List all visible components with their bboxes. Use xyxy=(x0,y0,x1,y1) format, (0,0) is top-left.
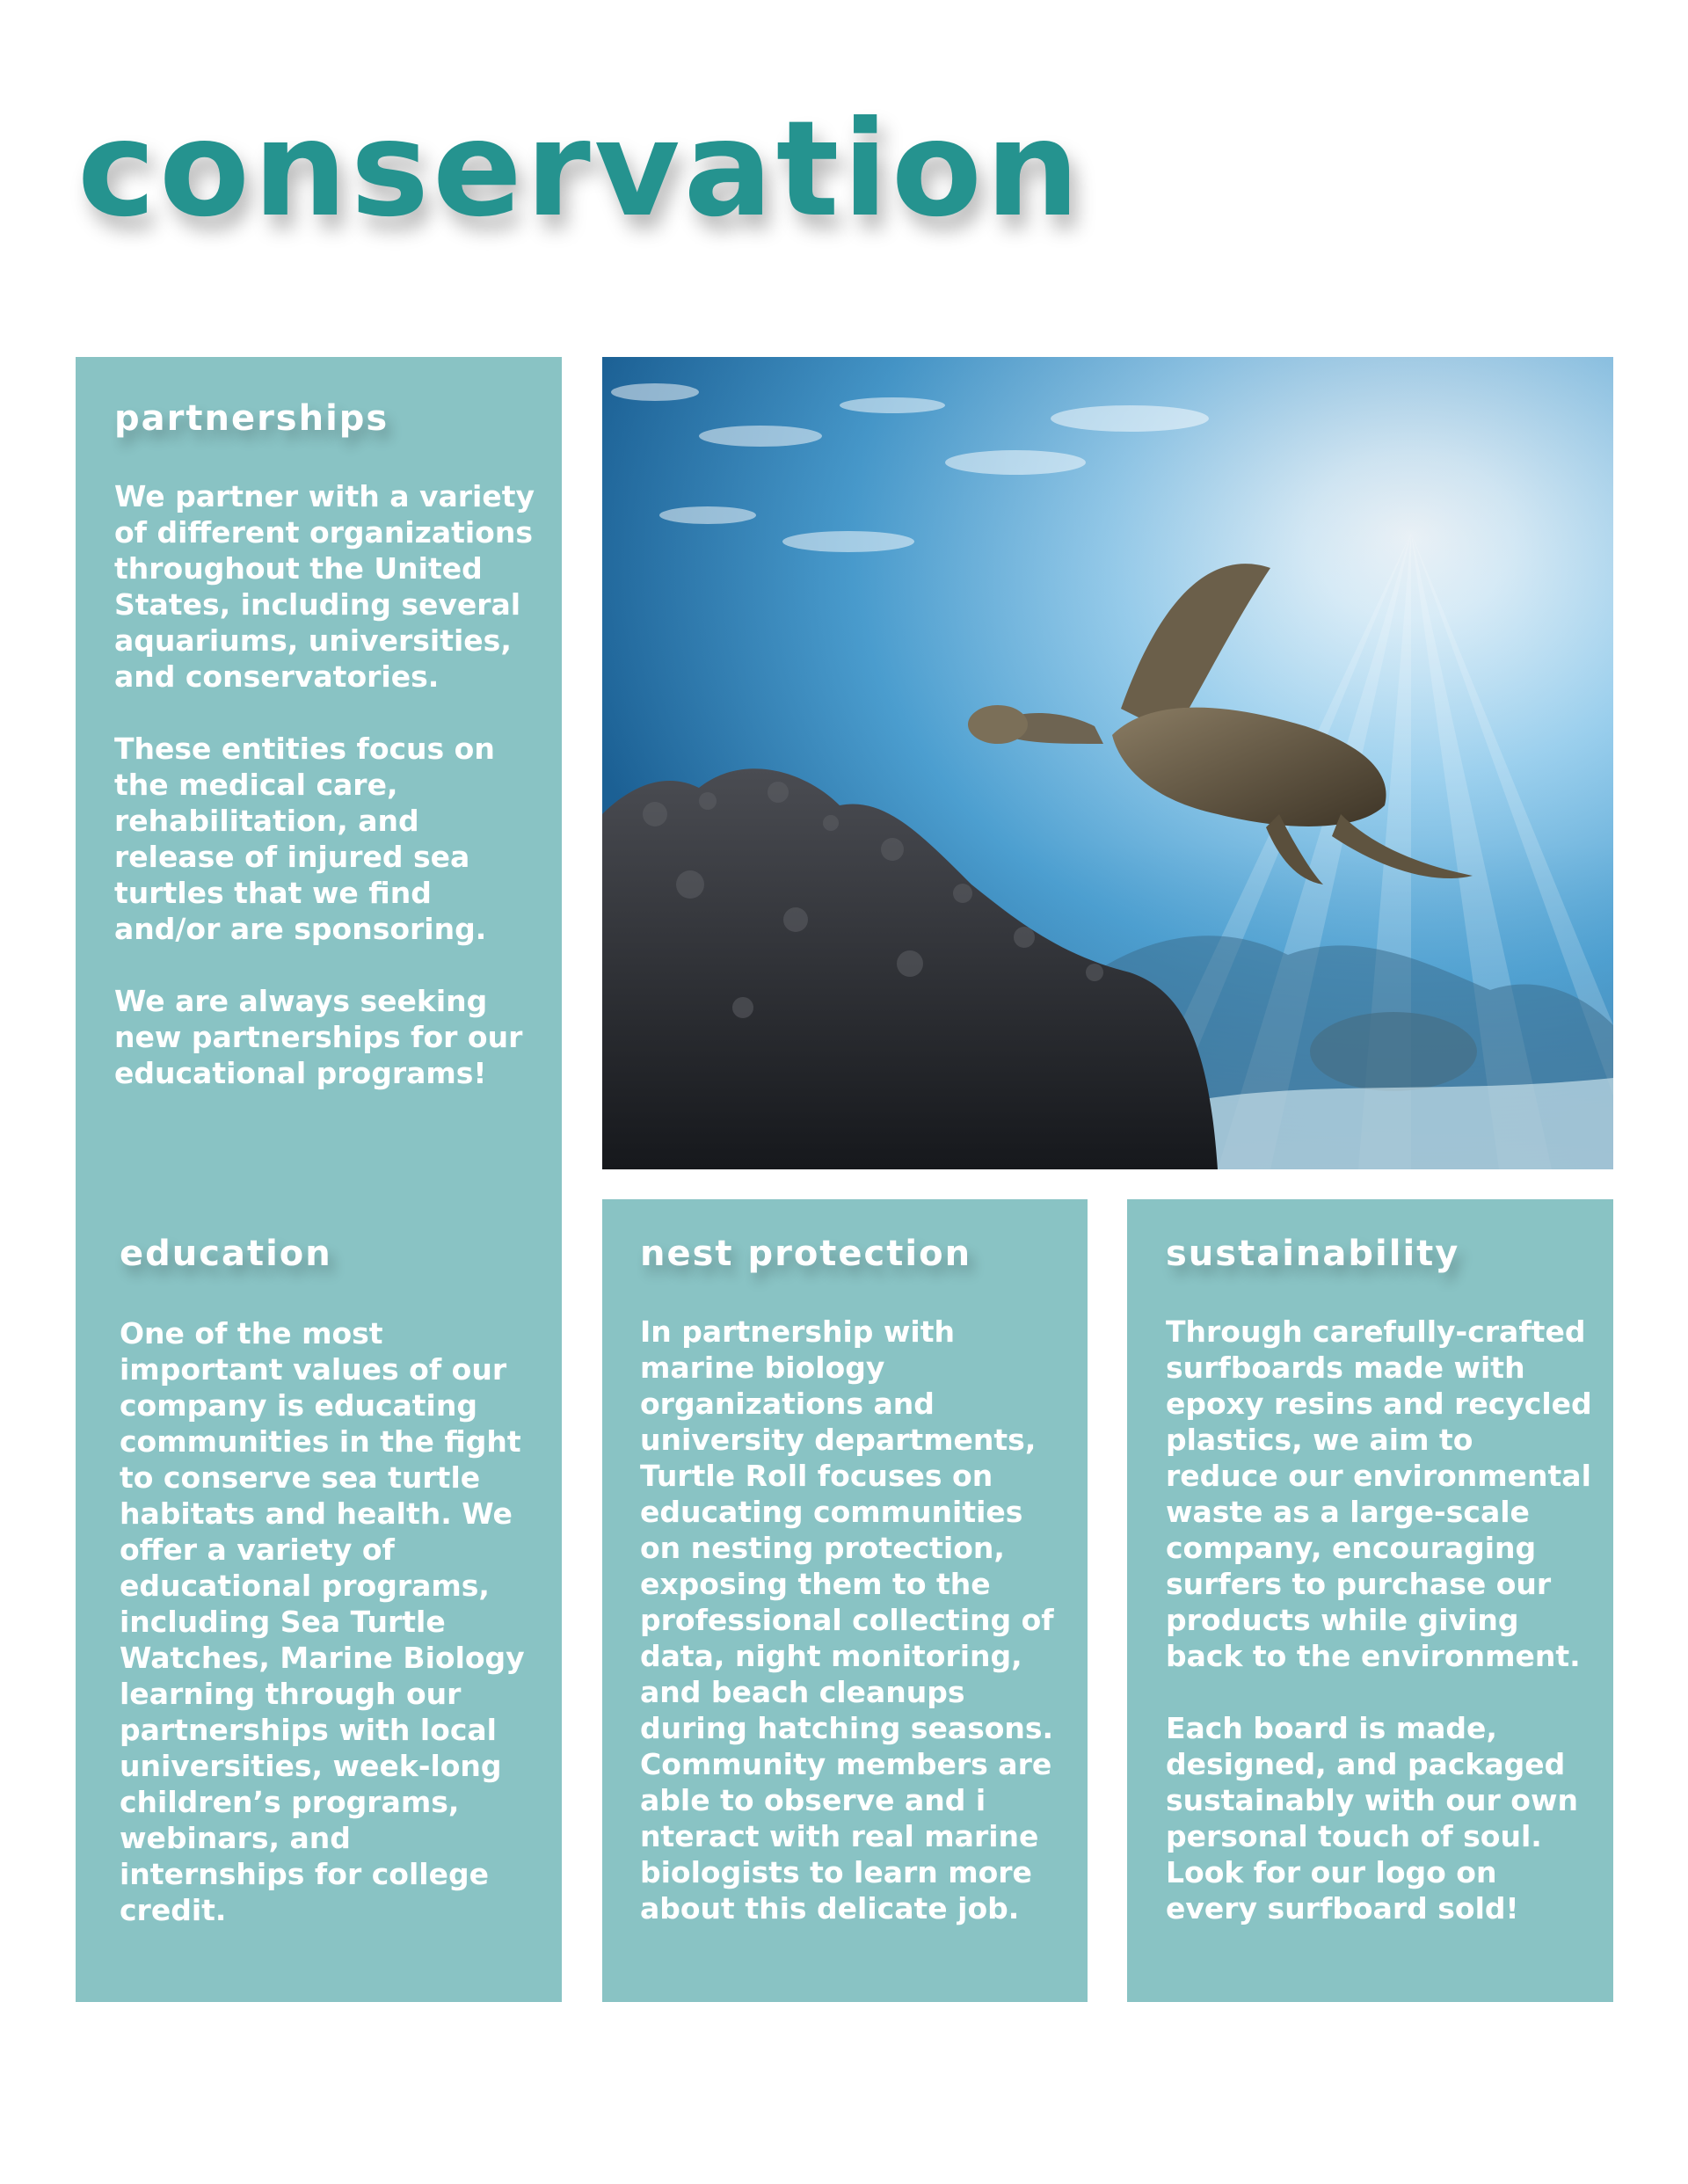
nest-protection-paragraph: In partnership with marine biology organizations and university departments, Turtle Roll focuses on educating communities on nesting protection, exposing them to the professional collecting of data, night monitoring, and beach cleanups during hatching seasons. Community members are able to observe and i nteract with real marine biologists to learn more about this delicate job. xyxy=(640,1314,1054,1926)
page-title: conservation xyxy=(77,93,1083,246)
partnerships-education-panel xyxy=(76,357,562,2002)
partnerships-body xyxy=(114,478,536,1091)
education-paragraph: One of the most important values of our company is educating communities in the fight to conserve sea turtle habitats and health. We offer a variety of educational programs, including Sea Turtle Watches, Marine Biology learning through our partnerships with local universities, week-long children’s programs, webinars, and internships for college credit. xyxy=(120,1316,525,1927)
sea-turtle-photo xyxy=(602,357,1613,1169)
nest-protection-body xyxy=(640,1314,1066,1926)
sea-turtle-photo-icon xyxy=(602,357,1613,1169)
sustainability-paragraph: Through carefully-crafted surfboards made with epoxy resins and recycled plastics, we aim to reduce our environmental waste as a large-scale company, encouraging surfers to purchase our products while giving back to the environment. xyxy=(1166,1314,1592,1673)
sustainability-heading: sustainability xyxy=(1166,1234,1460,1274)
education-body xyxy=(120,1315,540,1928)
education-heading: education xyxy=(120,1234,332,1274)
partnerships-paragraph: We are always seeking new partnerships for our educational programs! xyxy=(114,984,523,1090)
sustainability-paragraph: Each board is made, designed, and packaged sustainably with our own personal touch of soul. Look for our logo on every surfboard sold! xyxy=(1166,1711,1578,1926)
sustainability-panel xyxy=(1127,1199,1613,2002)
nest-protection-heading: nest protection xyxy=(640,1234,972,1274)
partnerships-paragraph: These entities focus on the medical care, rehabilitation, and release of injured sea turtles that we find and/or are sponsoring. xyxy=(114,732,495,946)
partnerships-heading: partnerships xyxy=(114,398,389,439)
nest-protection-panel xyxy=(602,1199,1088,2002)
partnerships-paragraph: We partner with a variety of different organizations throughout the United States, including several aquariums, universities, and conservatories. xyxy=(114,479,535,694)
sustainability-body xyxy=(1166,1314,1592,1926)
